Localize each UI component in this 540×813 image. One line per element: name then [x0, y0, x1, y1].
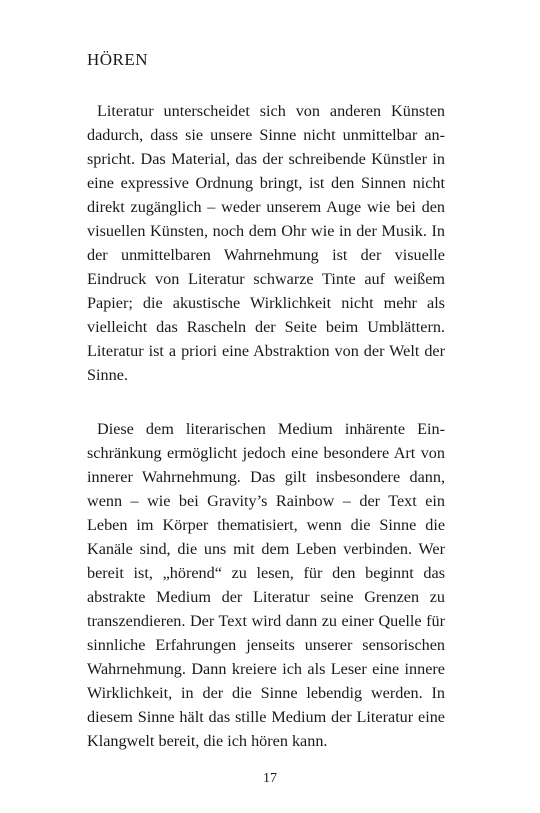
paragraph-1: Literatur unterscheidet sich von anderen Künsten dadurch, dass sie unsere Sinne nicht unmittelbar anspricht. Das Material, das der schreibende Künstler in eine expressive Ordnung bringt, ist den Sinnen nicht direkt zugänglich – weder unserem Auge wie bei den visuellen Künsten, noch dem Ohr wie in der Musik. In der unmittelbaren Wahrnehmung ist der visuelle Eindruck von Literatur schwarze Tinte auf weißem Papier; die akustische Wirklichkeit nicht mehr als vielleicht das Rascheln der Seite beim Umblättern. Literatur ist a priori eine Abstraktion von der Welt der Sinne. [87, 102, 445, 384]
chapter-heading: HÖREN [87, 50, 149, 69]
page-number: 17 [263, 771, 277, 786]
paragraph-2: Diese dem literarischen Medium inhärente Einschränkung ermöglicht jedoch eine besondere Art von innerer Wahrnehmung. Das gilt insbesondere dann, wenn – wie bei Gravity’s Rainbow – der Text ein Leben im Körper thematisiert, wenn die Sinne die Kanäle sind, die uns mit dem Leben verbinden. Wer bereit ist, „hörend“ zu lesen, für den beginnt das abstrakte Medium der Literatur seine Grenzen zu transzendieren. Der Text wird dann zu einer Quelle für sinnliche Erfahrungen jenseits unserer sensorischen Wahrnehmung. Dann kreiere ich als Leser eine innere Wirklichkeit, in der die Sinne lebendig werden. In diesem Sinne hält das stille Medium der Literatur eine Klangwelt bereit, die ich hören kann. [87, 420, 445, 750]
